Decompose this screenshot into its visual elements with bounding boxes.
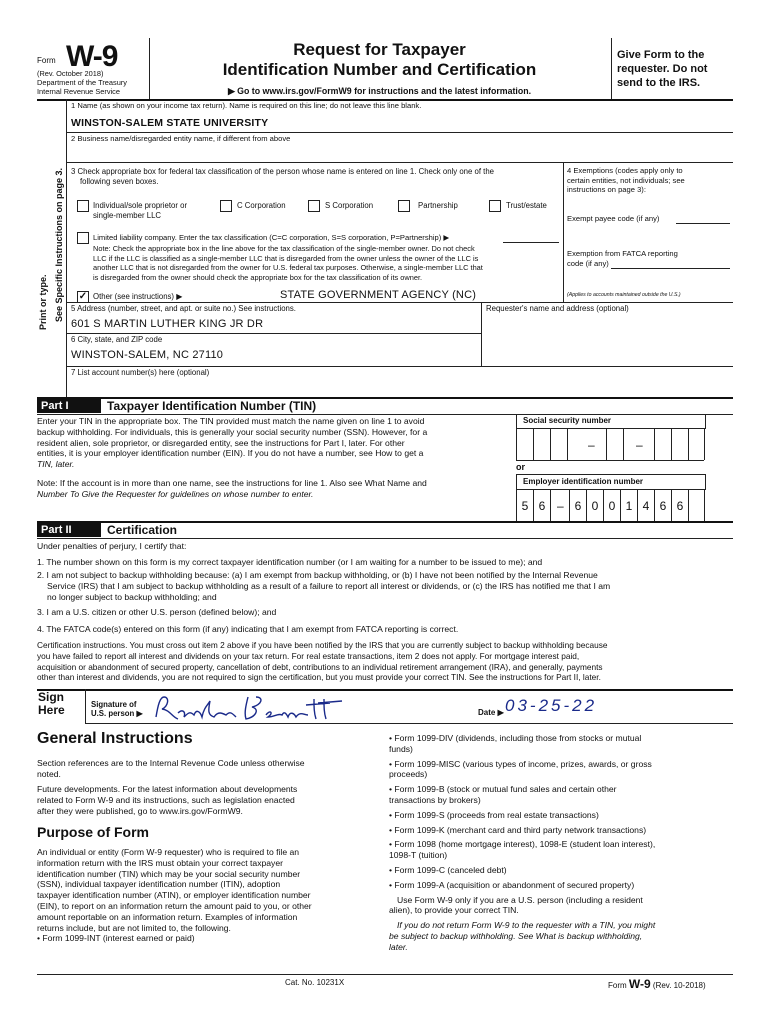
line5-label: 5 Address (number, street, and apt. or suite no.) See instructions. bbox=[71, 304, 296, 313]
part1-line4: entities, it is your employer identification number (EIN). If you do not have a number, see How to get a bbox=[37, 448, 424, 459]
cert-instructions-line1: Certification instructions. You must cross out item 2 above if you have been notified by the IRS that you are currently subject to backup withholding because bbox=[37, 640, 608, 650]
bullet-1099-c: • Form 1099-C (canceled debt) bbox=[389, 864, 507, 875]
line5-address-field[interactable]: 601 S MARTIN LUTHER KING JR DR bbox=[71, 318, 264, 330]
footer-form-number: W-9 bbox=[628, 977, 651, 991]
c-corporation-checkbox[interactable] bbox=[220, 200, 232, 212]
use-form-line2: alien), to provide your correct TIN. bbox=[389, 905, 519, 916]
part1-line5: TIN, later. bbox=[37, 459, 75, 470]
here-word: Here bbox=[38, 703, 65, 717]
cert-item-4: 4. The FATCA code(s) entered on this form (if any) indicating that I am exempt from FATCA reporting is correct. bbox=[37, 624, 459, 634]
ssn-dash-1: – bbox=[588, 438, 595, 452]
date-label: Date ▶ bbox=[478, 708, 504, 717]
date-field[interactable]: 03-25-22 bbox=[505, 696, 598, 715]
sign-here-label bbox=[38, 691, 65, 717]
ein-digit: 6 bbox=[538, 499, 546, 513]
other-classification-field[interactable]: STATE GOVERNMENT AGENCY (NC) bbox=[280, 289, 477, 301]
trust-estate-checkbox[interactable] bbox=[489, 200, 501, 212]
line6-label: 6 City, state, and ZIP code bbox=[71, 335, 163, 344]
ein-digit: 1 bbox=[625, 499, 633, 513]
form-word: Form bbox=[37, 56, 56, 65]
if-not-return-line1: If you do not return Form W-9 to the requester with a TIN, you might bbox=[397, 920, 656, 931]
general-intro bbox=[37, 758, 372, 780]
cert-item-2-line1: 2. I am not subject to backup withholding because: (a) I am exempt from backup withholding, or (b) I have not been notified by the Internal Revenue bbox=[37, 570, 598, 580]
exemptions-label-2: certain entities, not individuals; see bbox=[567, 175, 685, 185]
s-corporation-checkbox[interactable] bbox=[308, 200, 320, 212]
part1-title: Taxpayer Identification Number (TIN) bbox=[107, 399, 317, 413]
exempt-payee-field[interactable] bbox=[676, 223, 730, 224]
signature-label-1: Signature of bbox=[91, 700, 137, 709]
part1-note bbox=[37, 478, 512, 500]
line1-name-field[interactable]: WINSTON-SALEM STATE UNIVERSITY bbox=[71, 117, 269, 129]
catalog-number: Cat. No. 10231X bbox=[285, 978, 345, 987]
purpose-line9: • Form 1099-INT (interest earned or paid) bbox=[37, 933, 195, 944]
bullet-1099-a: • Form 1099-A (acquisition or abandonment of secured property) bbox=[389, 879, 635, 890]
part2-intro: Under penalties of perjury, I certify that: bbox=[37, 541, 187, 551]
goto-instructions: ▶ Go to www.irs.gov/FormW9 for instructions and the latest information. bbox=[227, 86, 532, 96]
partnership-label: Partnership bbox=[418, 201, 458, 210]
cert-instructions-line2: you have failed to report all interest and dividends on your tax return. For real estate transactions, item 2 does not apply. For mortgage interest paid, bbox=[37, 650, 580, 661]
line2-label: 2 Business name/disregarded entity name, if different from above bbox=[71, 134, 291, 143]
cert-item-2-line2: Service (IRS) that I am subject to backup withholding as a result of a failure to report all interest or dividends, or (c) the IRS has notified me that I am bbox=[47, 580, 611, 591]
use-form-line1: Use Form W-9 only if you are a U.S. person (including a resident bbox=[397, 894, 643, 905]
handwritten-signature bbox=[148, 691, 348, 723]
bullet-1099-div: • Form 1099-DIV (dividends, including those from stocks or mutual bbox=[389, 733, 642, 743]
part1-tag: Part I bbox=[37, 399, 101, 413]
llc-classification-field[interactable] bbox=[503, 242, 559, 243]
ssn-dash-2: – bbox=[636, 438, 643, 452]
purpose-line3: identification number (TIN) which may be your social security number bbox=[37, 868, 301, 879]
form-title-line2: Identification Number and Certification bbox=[222, 60, 537, 79]
purpose-line4: (SSN), individual taxpayer identification number (ITIN), adoption bbox=[37, 879, 281, 890]
part1-line1: Enter your TIN in the appropriate box. The TIN provided must match the name given on line 1 to avoid bbox=[37, 416, 425, 426]
exemptions-label-1: 4 Exemptions (codes apply only to bbox=[567, 166, 683, 175]
llc-note bbox=[93, 244, 563, 282]
ein-header bbox=[516, 474, 706, 490]
llc-note-line2: LLC if the LLC is classified as a single-member LLC that is disregarded from the owner unless the owner of the LLC is bbox=[93, 253, 479, 263]
line6-city-state-zip-field[interactable]: WINSTON-SALEM, NC 27110 bbox=[71, 349, 224, 361]
cert-item-1: 1. The number shown on this form is my correct taxpayer identification number (or I am waiting for a number to be issued to me); and bbox=[37, 557, 543, 567]
purpose-line6: (EIN), to report on an information return the amount paid to you, or other bbox=[37, 900, 312, 911]
other-checkbox[interactable]: ✓ bbox=[78, 291, 88, 302]
sign-word: Sign bbox=[38, 690, 64, 704]
exemptions-label bbox=[567, 166, 685, 195]
if-not-return-line3: later. bbox=[389, 941, 408, 952]
ein-label: Employer identification number bbox=[523, 477, 644, 486]
future-developments-line1: Future developments. For the latest information about developments bbox=[37, 784, 298, 794]
cert-item-2-line3: no longer subject to backup withholding; and bbox=[47, 591, 217, 602]
bullet-1099-misc: • Form 1099-MISC (various types of income, prizes, awards, or gross bbox=[389, 758, 652, 769]
requester-name-address-field[interactable] bbox=[486, 316, 730, 364]
bullet-1099-s: • Form 1099-S (proceeds from real estate transactions) bbox=[389, 809, 599, 820]
line1-label: 1 Name (as shown on your income tax return). Name is required on this line; do not leave this line blank. bbox=[71, 101, 422, 110]
ein-dash: – bbox=[557, 499, 564, 513]
requester-label: Requester's name and address (optional) bbox=[486, 304, 629, 313]
future-developments-line2: related to Form W-9 and its instructions, such as legislation enacted bbox=[37, 794, 295, 805]
fatca-label: Exemption from FATCA reporting bbox=[567, 249, 678, 258]
ssn-label: Social security number bbox=[523, 416, 612, 425]
part1-note-line1: Note: If the account is in more than one name, see the instructions for line 1. Also see What Name and bbox=[37, 478, 427, 488]
bullet-1099-div-2: funds) bbox=[389, 743, 413, 754]
ssn-field[interactable] bbox=[516, 428, 704, 460]
form-revision: (Rev. October 2018) bbox=[37, 69, 104, 78]
ein-digit: 6 bbox=[676, 499, 684, 513]
fatca-code-field[interactable] bbox=[611, 268, 730, 269]
bullet-1099-b-2: transactions by brokers) bbox=[389, 794, 481, 805]
llc-note-line4: is disregarded from the owner should check the appropriate box for the tax classification of its owner. bbox=[93, 272, 423, 282]
s-corporation-label: S Corporation bbox=[325, 201, 374, 210]
individual-label: Individual/sole proprietor or bbox=[93, 201, 188, 210]
purpose-of-form-title: Purpose of Form bbox=[37, 824, 150, 840]
part1-note-line2: Number To Give the Requester for guidelines on whose number to enter. bbox=[37, 488, 314, 499]
other-label: Other (see instructions) ▶ bbox=[93, 292, 183, 301]
exempt-payee-label: Exempt payee code (if any) bbox=[567, 214, 660, 223]
signature-label bbox=[91, 700, 143, 718]
purpose-of-form-text bbox=[37, 847, 372, 944]
purpose-line7: amount reportable on an information return. Examples of information bbox=[37, 911, 298, 922]
llc-label: Limited liability company. Enter the tax classification (C=C corporation, S=S corporation, P=Partnership) ▶ bbox=[93, 233, 450, 242]
bullet-1098: • Form 1098 (home mortgage interest), 1098-E (student loan interest), bbox=[389, 839, 656, 850]
purpose-line5: taxpayer identification number (ATIN), or employer identification number bbox=[37, 890, 311, 901]
bullet-1099-k: • Form 1099-K (merchant card and third party network transactions) bbox=[389, 824, 647, 835]
footer-form-word: Form bbox=[608, 981, 627, 990]
exemptions-label-3: instructions on page 3): bbox=[567, 185, 646, 195]
cert-item-3: 3. I am a U.S. citizen or other U.S. person (defined below); and bbox=[37, 607, 277, 617]
ein-digit: 6 bbox=[659, 499, 667, 513]
general-instructions-title: General Instructions bbox=[37, 730, 193, 747]
general-intro-line2: noted. bbox=[37, 768, 61, 779]
general-intro-line1: Section references are to the Internal Revenue Code unless otherwise bbox=[37, 758, 305, 768]
future-developments bbox=[37, 784, 372, 816]
part2-tag: Part II bbox=[37, 523, 101, 537]
line7-account-numbers-field[interactable] bbox=[71, 380, 721, 394]
see-specific-instructions-label: See Specific Instructions on page 3. bbox=[54, 167, 64, 323]
bullet-1098-2: 1098-T (tuition) bbox=[389, 850, 448, 861]
fatca-applies-note: (Applies to accounts maintained outside the U.S.) bbox=[567, 292, 681, 298]
footer-form-id bbox=[608, 977, 706, 991]
cert-instructions-line4: other than interest and dividends, you are not required to sign the certification, but you must provide your correct TIN. See the instructions for Part II, later. bbox=[37, 672, 601, 683]
signature-label-2: U.S. person ▶ bbox=[91, 709, 143, 718]
individual-label-2: single-member LLC bbox=[93, 211, 162, 220]
right-column-text bbox=[389, 733, 734, 953]
cert-item-2 bbox=[37, 570, 733, 602]
llc-checkbox[interactable] bbox=[77, 232, 89, 244]
trust-estate-label: Trust/estate bbox=[506, 201, 547, 210]
part1-line3: resident alien, sole proprietor, or disregarded entity, see the instructions for Part I, later. For other bbox=[37, 437, 405, 448]
or-label: or bbox=[516, 462, 525, 472]
department-name: Department of the Treasury bbox=[37, 78, 127, 87]
c-corporation-label: C Corporation bbox=[237, 201, 286, 210]
ein-field[interactable] bbox=[516, 489, 704, 521]
purpose-line1: An individual or entity (Form W-9 requester) who is required to file an bbox=[37, 847, 300, 857]
form-number: W-9 bbox=[66, 40, 118, 73]
line3-label: 3 Check appropriate box for federal tax classification of the person whose name is entered on line 1. Check only one of the bbox=[71, 167, 495, 176]
bullet-1099-b: • Form 1099-B (stock or mutual fund sales and certain other bbox=[389, 784, 617, 795]
line2-business-name-field[interactable] bbox=[71, 146, 721, 160]
irs-name: Internal Revenue Service bbox=[37, 87, 120, 96]
form-title-line1: Request for Taxpayer bbox=[293, 40, 466, 59]
bullet-1099-misc-2: proceeds) bbox=[389, 769, 428, 780]
cert-instructions-line3: acquisition or abandonment of secured property, cancellation of debt, contributions to an individual retirement arrangement (IRA), and generally, payments bbox=[37, 661, 603, 672]
signature-field[interactable] bbox=[148, 691, 348, 723]
ssn-header bbox=[516, 414, 706, 429]
llc-note-line1: Note: Check the appropriate box in the line above for the tax classification of the single-member owner. Do not check bbox=[93, 244, 475, 253]
ein-digit: 0 bbox=[608, 499, 616, 513]
ein-digit: 6 bbox=[574, 499, 582, 513]
individual-checkbox[interactable] bbox=[77, 200, 89, 212]
footer-revision: (Rev. 10-2018) bbox=[652, 981, 706, 990]
partnership-checkbox[interactable] bbox=[398, 200, 410, 212]
fatca-label-2: code (if any) bbox=[567, 259, 609, 268]
part2-title: Certification bbox=[107, 523, 178, 537]
give-form-note: Give Form to the requester. Do not send to the IRS. bbox=[617, 49, 708, 89]
line7-label: 7 List account number(s) here (optional) bbox=[71, 368, 210, 377]
ein-digit: 0 bbox=[591, 499, 599, 513]
ein-digit: 4 bbox=[642, 499, 650, 513]
llc-note-line3: another LLC that is not disregarded from the owner for U.S. federal tax purposes. Otherwise, a single-member LLC that bbox=[93, 263, 483, 273]
purpose-line2: information return with the IRS must obtain your correct taxpayer bbox=[37, 857, 283, 868]
print-or-type-label: Print or type. bbox=[38, 274, 48, 330]
line3-label-b: following seven boxes. bbox=[80, 177, 159, 186]
ein-digit: 5 bbox=[521, 499, 529, 513]
purpose-line8: returns include, but are not limited to, the following. bbox=[37, 922, 231, 933]
if-not-return-line2: be subject to backup withholding. See What is backup withholding, bbox=[389, 930, 643, 941]
future-developments-line3: after they were published, go to www.irs.gov/FormW9. bbox=[37, 805, 243, 816]
part1-instructions bbox=[37, 416, 512, 470]
cert-instructions bbox=[37, 640, 733, 683]
part1-line2: backup withholding. For individuals, this is generally your social security number (SSN). However, for a bbox=[37, 426, 428, 437]
